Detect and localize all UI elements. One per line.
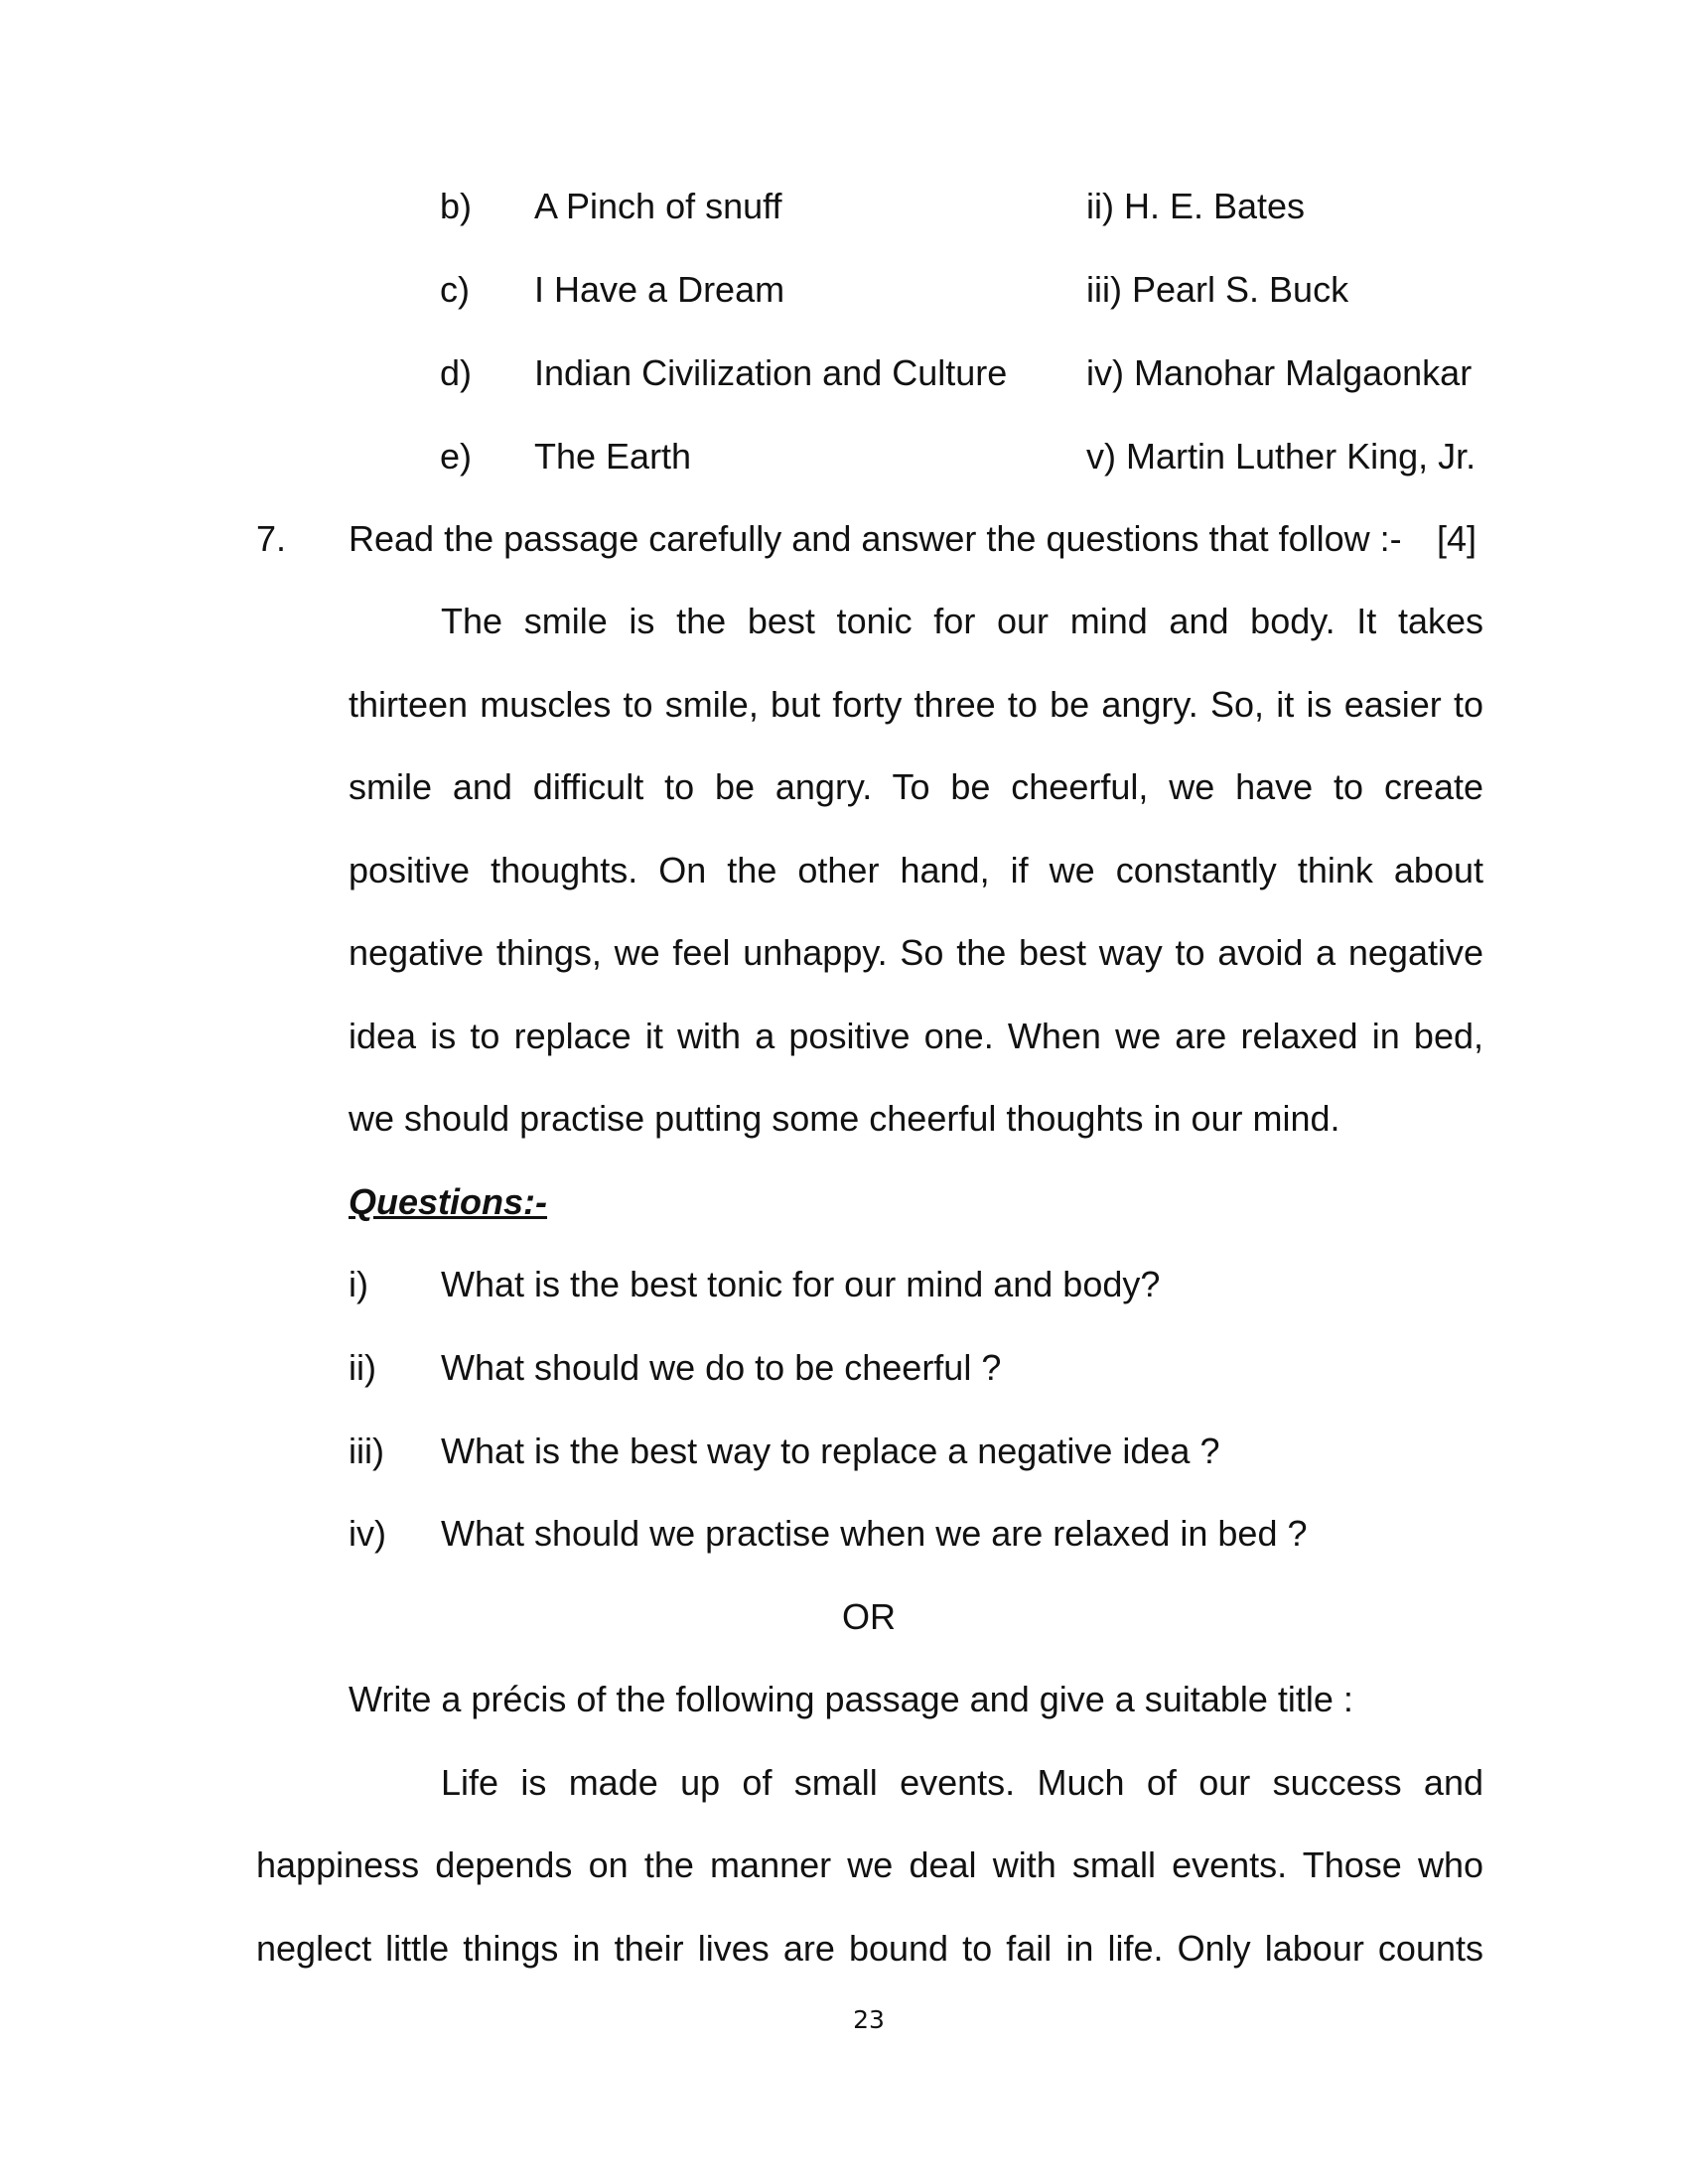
match-letter: b) (440, 186, 473, 226)
sub-question-text: What should we practise when we are relaxed in bed ? (441, 1513, 1308, 1554)
question-marks: [4] (1437, 518, 1477, 559)
match-author: ii) H. E. Bates (1086, 186, 1306, 226)
passage-line: smile and difficult to be angry. To be cheerful, we have to create (349, 766, 1483, 807)
match-title: Indian Civilization and Culture (534, 352, 1008, 393)
match-author: v) Martin Luther King, Jr. (1086, 436, 1477, 477)
match-author: iv) Manohar Malgaonkar (1086, 352, 1473, 393)
precis-line: Life is made up of small events. Much of our success and (441, 1762, 1483, 1803)
passage-line: thirteen muscles to smile, but forty three to be angry. So, it is easier to (349, 684, 1483, 725)
passage-line: positive thoughts. On the other hand, if we constantly think about (349, 850, 1483, 890)
precis-instruction: Write a précis of the following passage and give a suitable title : (349, 1679, 1353, 1719)
sub-question-number: iv) (349, 1513, 386, 1554)
question-instruction: Read the passage carefully and answer the questions that follow :- (349, 518, 1402, 559)
passage-line: The smile is the best tonic for our mind and body. It takes (441, 601, 1483, 641)
passage-line: we should practise putting some cheerful thoughts in our mind. (349, 1098, 1340, 1139)
sub-question-number: iii) (349, 1431, 384, 1471)
passage-line: idea is to replace it with a positive one. When we are relaxed in bed, (349, 1016, 1483, 1056)
match-letter: d) (440, 352, 473, 393)
match-title: I Have a Dream (534, 269, 785, 310)
page-number: 23 (853, 2005, 885, 2034)
or-separator: OR (842, 1596, 896, 1637)
match-letter: c) (440, 269, 470, 310)
passage-line: negative things, we feel unhappy. So the best way to avoid a negative (349, 932, 1483, 973)
match-title: The Earth (534, 436, 692, 477)
questions-heading: Questions:- (349, 1181, 548, 1222)
sub-question-number: ii) (349, 1347, 376, 1388)
sub-question-number: i) (349, 1264, 368, 1304)
match-title: A Pinch of snuff (534, 186, 782, 226)
sub-question-text: What should we do to be cheerful ? (441, 1347, 1002, 1388)
precis-line: neglect little things in their lives are bound to fail in life. Only labour counts (256, 1928, 1483, 1969)
match-letter: e) (440, 436, 473, 477)
sub-question-text: What is the best tonic for our mind and body? (441, 1264, 1161, 1304)
precis-line: happiness depends on the manner we deal with small events. Those who (256, 1844, 1483, 1885)
sub-question-text: What is the best way to replace a negative idea ? (441, 1431, 1220, 1471)
match-author: iii) Pearl S. Buck (1086, 269, 1349, 310)
question-number: 7. (256, 518, 287, 559)
